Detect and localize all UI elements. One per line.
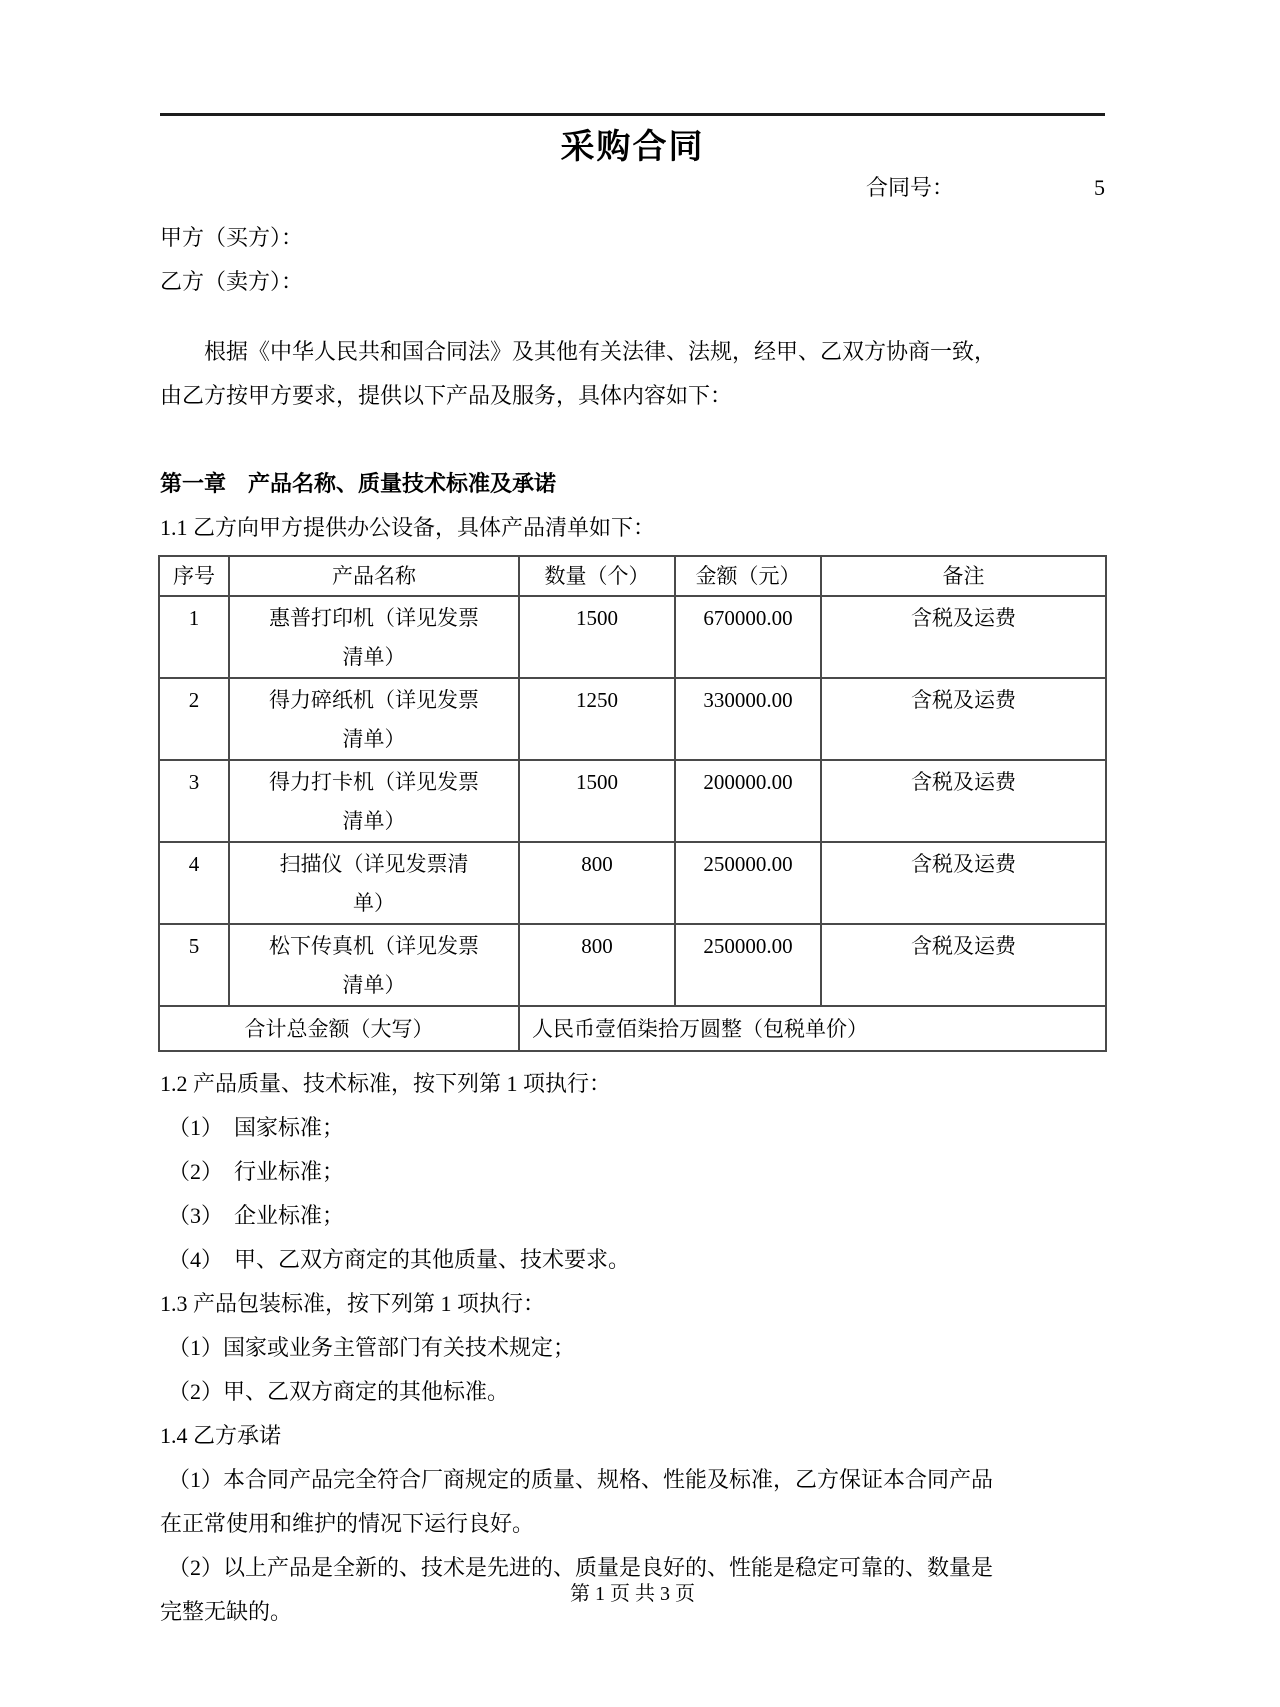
col-header-amount: 金额（元）	[675, 556, 821, 596]
intro-line-1: 根据《中华人民共和国合同法》及其他有关法律、法规，经甲、乙双方协商一致，	[204, 339, 997, 364]
clause-1-2-item-1: （1） 国家标准；	[168, 1115, 345, 1140]
contract-number-value: 5	[1094, 175, 1105, 200]
cell-amount: 200000.00	[675, 760, 821, 842]
cell-quantity: 800	[519, 842, 675, 924]
table-row	[159, 842, 1106, 924]
col-header-index: 序号	[159, 556, 229, 596]
table-row	[159, 596, 1106, 678]
cell-index: 1	[159, 596, 229, 678]
cell-product-name: 得力打卡机（详见发票清单）	[229, 760, 519, 842]
clause-1-4-item-2-line-1: （2）以上产品是全新的、技术是先进的、质量是良好的、性能是稳定可靠的、数量是	[168, 1555, 994, 1580]
cell-note: 含税及运费	[821, 760, 1106, 842]
clause-1-4-title: 1.4 乙方承诺	[160, 1423, 282, 1448]
cell-amount: 250000.00	[675, 924, 821, 1006]
cell-product-name: 惠普打印机（详见发票清单）	[229, 596, 519, 678]
table-header-row	[159, 556, 1106, 596]
product-table	[158, 555, 1107, 1052]
col-header-quantity: 数量（个）	[519, 556, 675, 596]
page-title: 采购合同	[560, 129, 705, 166]
cell-amount: 330000.00	[675, 678, 821, 760]
parties-block	[160, 216, 1105, 304]
cell-note: 含税及运费	[821, 842, 1106, 924]
cell-quantity: 1500	[519, 760, 675, 842]
intro-paragraph	[160, 330, 1105, 418]
cell-amount: 250000.00	[675, 842, 821, 924]
cell-index: 3	[159, 760, 229, 842]
clause-1-3-item-1: （1）国家或业务主管部门有关技术规定；	[168, 1335, 576, 1360]
clause-1-2-item-2: （2） 行业标准；	[168, 1159, 345, 1184]
total-label: 合计总金额（大写）	[159, 1006, 519, 1051]
clause-1-2-item-4: （4） 甲、乙双方商定的其他质量、技术要求。	[168, 1247, 631, 1272]
clauses-block	[160, 1062, 1105, 1634]
party-a-line: 甲方（买方）：	[160, 225, 304, 250]
contract-number-row	[160, 172, 1105, 204]
clause-1-3-title: 1.3 产品包装标准，按下列第 1 项执行：	[160, 1291, 546, 1316]
table-row	[159, 760, 1106, 842]
col-header-note: 备注	[821, 556, 1106, 596]
party-b-line: 乙方（卖方）：	[160, 269, 304, 294]
cell-quantity: 1250	[519, 678, 675, 760]
table-row	[159, 678, 1106, 760]
cell-product-name: 扫描仪（详见发票清单）	[229, 842, 519, 924]
cell-quantity: 800	[519, 924, 675, 1006]
cell-index: 5	[159, 924, 229, 1006]
header-rule	[160, 113, 1105, 116]
clause-1-4-item-2-line-2: 完整无缺的。	[160, 1599, 293, 1624]
clause-1-4-item-1-line-2: 在正常使用和维护的情况下运行良好。	[160, 1511, 535, 1536]
clause-1-2-item-3: （3） 企业标准；	[168, 1203, 345, 1228]
cell-index: 2	[159, 678, 229, 760]
clause-1-3-item-2: （2）甲、乙双方商定的其他标准。	[168, 1379, 510, 1404]
document-page	[160, 0, 1105, 1634]
clause-1-2-title: 1.2 产品质量、技术标准，按下列第 1 项执行：	[160, 1071, 612, 1096]
chapter-1-heading: 第一章 产品名称、质量技术标准及承诺	[160, 471, 557, 496]
intro-line-2: 由乙方按甲方要求，提供以下产品及服务，具体内容如下：	[160, 383, 733, 408]
cell-index: 4	[159, 842, 229, 924]
page-number-footer: 第 1 页 共 3 页	[570, 1583, 695, 1605]
cell-product-name: 得力碎纸机（详见发票清单）	[229, 678, 519, 760]
cell-product-name: 松下传真机（详见发票清单）	[229, 924, 519, 1006]
cell-amount: 670000.00	[675, 596, 821, 678]
col-header-product-name: 产品名称	[229, 556, 519, 596]
contract-number-label: 合同号：	[865, 175, 954, 200]
table-total-row	[159, 1006, 1106, 1051]
clause-1-1: 1.1 乙方向甲方提供办公设备，具体产品清单如下：	[160, 515, 656, 540]
cell-note: 含税及运费	[821, 596, 1106, 678]
table-row	[159, 924, 1106, 1006]
clause-1-4-item-1-line-1: （1）本合同产品完全符合厂商规定的质量、规格、性能及标准，乙方保证本合同产品	[168, 1467, 994, 1492]
cell-note: 含税及运费	[821, 678, 1106, 760]
cell-note: 含税及运费	[821, 924, 1106, 1006]
total-value: 人民币壹佰柒拾万圆整（包税单价）	[519, 1006, 1106, 1051]
cell-quantity: 1500	[519, 596, 675, 678]
